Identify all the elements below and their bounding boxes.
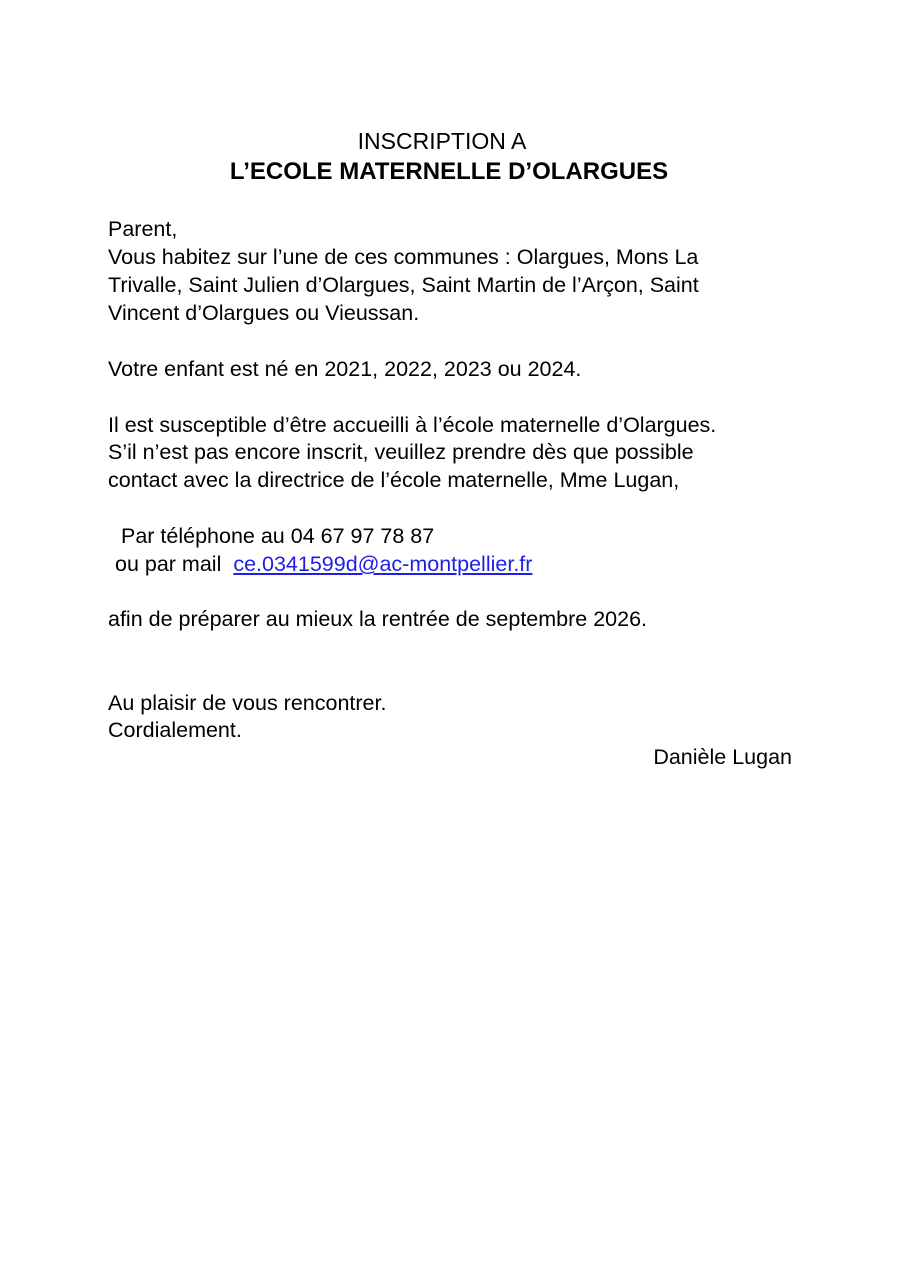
- email-link[interactable]: ce.0341599d@ac-montpellier.fr: [233, 552, 533, 576]
- paragraph-2-line-3: contact avec la directrice de l’école maternelle, Mme Lugan,: [108, 468, 680, 492]
- paragraph-2-line-2: S’il n’est pas encore inscrit, veuillez prendre dès que possible: [108, 440, 694, 464]
- birth-years-line: Votre enfant est né en 2021, 2022, 2023 ou 2024.: [108, 357, 582, 381]
- paragraph-1-line-3: Vincent d’Olargues ou Vieussan.: [108, 301, 420, 325]
- title-line-1: INSCRIPTION A: [357, 128, 527, 154]
- greeting: Parent,: [108, 217, 178, 241]
- title-line-2: L’ECOLE MATERNELLE D’OLARGUES: [229, 158, 669, 185]
- closing-line-1: Au plaisir de vous rencontrer.: [108, 691, 387, 715]
- paragraph-1-line-1: Vous habitez sur l’une de ces communes : Olargues, Mons La: [108, 245, 699, 269]
- closing-line-2: Cordialement.: [108, 718, 242, 742]
- mail-prefix: ou par mail: [115, 552, 222, 576]
- signature: Danièle Lugan: [653, 745, 792, 769]
- paragraph-1-line-2: Trivalle, Saint Julien d’Olargues, Saint Martin de l’Arçon, Saint: [108, 273, 699, 297]
- mail-line: [115, 550, 532, 578]
- phone-line: Par téléphone au 04 67 97 78 87: [121, 524, 435, 548]
- closing-purpose: afin de préparer au mieux la rentrée de septembre 2026.: [108, 607, 648, 631]
- paragraph-2-line-1: Il est susceptible d’être accueilli à l’école maternelle d’Olargues.: [108, 413, 717, 437]
